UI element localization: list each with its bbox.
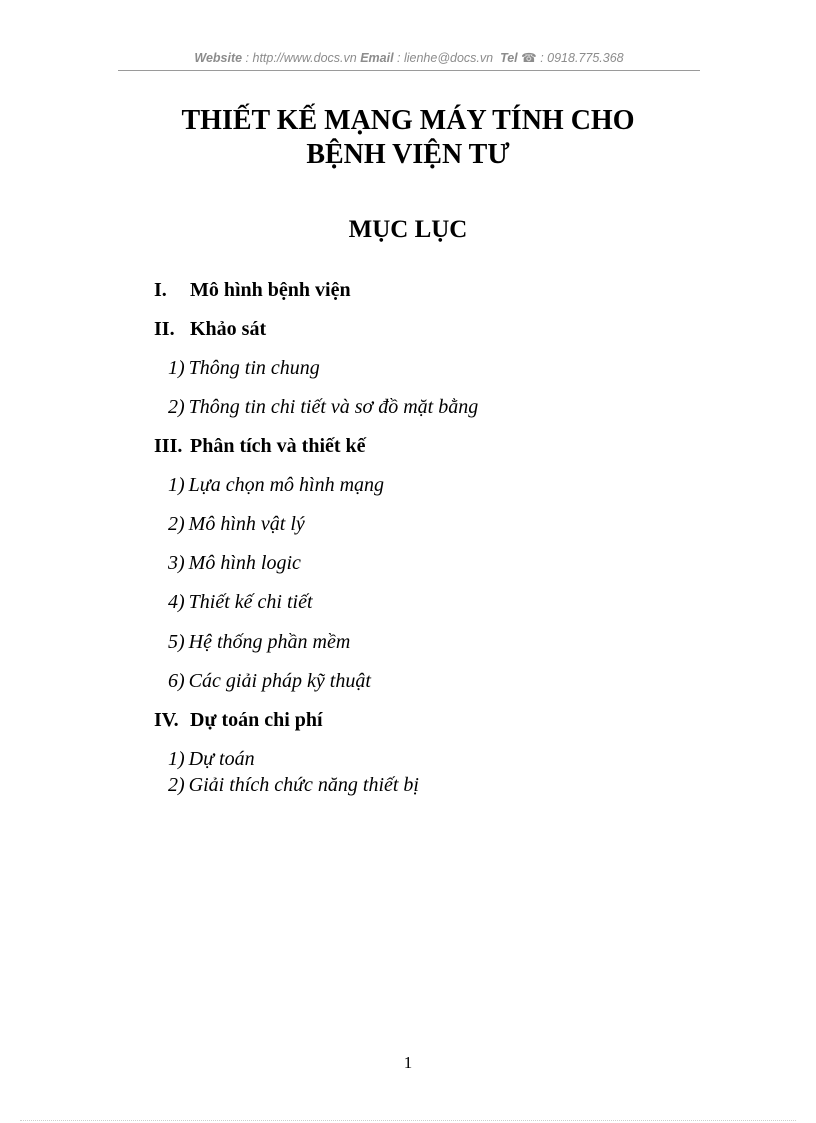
phone-icon: ☎: [521, 51, 537, 65]
toc-item-number: 4): [168, 591, 185, 613]
toc-item-title: Các giải pháp kỹ thuật: [188, 670, 371, 692]
toc-item: [154, 473, 384, 497]
toc-item-number: 2): [168, 774, 185, 796]
toc-item: [154, 669, 371, 693]
toc-item-number: 3): [168, 552, 185, 574]
toc-item: [154, 773, 419, 797]
email-label: Email: [360, 51, 394, 65]
toc-section-number: III.: [154, 435, 183, 457]
tel-value: : 0918.775.368: [536, 51, 624, 65]
page-number: 1: [403, 1053, 413, 1072]
toc-item: [154, 630, 350, 654]
toc-item: [154, 512, 305, 536]
toc-item: [154, 551, 301, 575]
toc-section-4: [154, 708, 323, 732]
toc-section-title: Mô hình bệnh viện: [190, 279, 351, 301]
toc-item-number: 6): [168, 670, 185, 692]
toc-item-title: Mô hình vật lý: [188, 513, 305, 535]
toc-item-title: Giải thích chức năng thiết bị: [188, 774, 419, 796]
toc-item-number: 1): [168, 748, 185, 770]
toc-item-title: Dự toán: [188, 748, 255, 770]
toc-item-title: Lựa chọn mô hình mạng: [188, 474, 385, 496]
toc-item-number: 1): [168, 357, 185, 379]
toc-section-number: II.: [154, 318, 175, 340]
website-value: : http://www.docs.vn: [242, 51, 361, 65]
toc-item-number: 5): [168, 631, 185, 653]
toc-item-number: 2): [168, 396, 185, 418]
toc-item-number: 2): [168, 513, 185, 535]
tel-label: Tel: [500, 51, 518, 65]
toc-section-number: IV.: [154, 709, 179, 731]
toc-section-title: Khảo sát: [190, 318, 267, 340]
toc-item: [154, 590, 313, 614]
toc-item: [154, 356, 320, 380]
toc-item-title: Hệ thống phần mềm: [188, 631, 351, 653]
toc-heading: MỤC LỤC: [348, 216, 468, 243]
website-label: Website: [194, 51, 243, 65]
toc-section-title: Phân tích và thiết kế: [190, 435, 366, 457]
toc-item-title: Thông tin chi tiết và sơ đồ mặt bằng: [188, 396, 479, 418]
document-title: [100, 104, 716, 172]
header-divider: [118, 70, 700, 71]
toc-item-title: Thiết kế chi tiết: [188, 591, 313, 613]
footer-divider: [20, 1120, 796, 1121]
document-title-line-1: THIẾT KẾ MẠNG MÁY TÍNH CHO: [181, 105, 635, 136]
toc-item-title: Mô hình logic: [188, 552, 301, 574]
toc-item-number: 1): [168, 474, 185, 496]
email-value: : lienhe@docs.vn: [393, 51, 497, 65]
toc-section-3: [154, 434, 366, 458]
toc-section-number: I.: [154, 279, 167, 301]
toc-section-1: [154, 278, 351, 302]
toc-item: [154, 747, 255, 771]
toc-section-2: [154, 317, 266, 341]
page-header: [118, 50, 700, 65]
toc-item-title: Thông tin chung: [188, 357, 320, 379]
document-title-line-2: BỆNH VIỆN TƯ: [306, 139, 510, 170]
toc-item: [154, 395, 478, 419]
toc-section-title: Dự toán chi phí: [190, 709, 323, 731]
